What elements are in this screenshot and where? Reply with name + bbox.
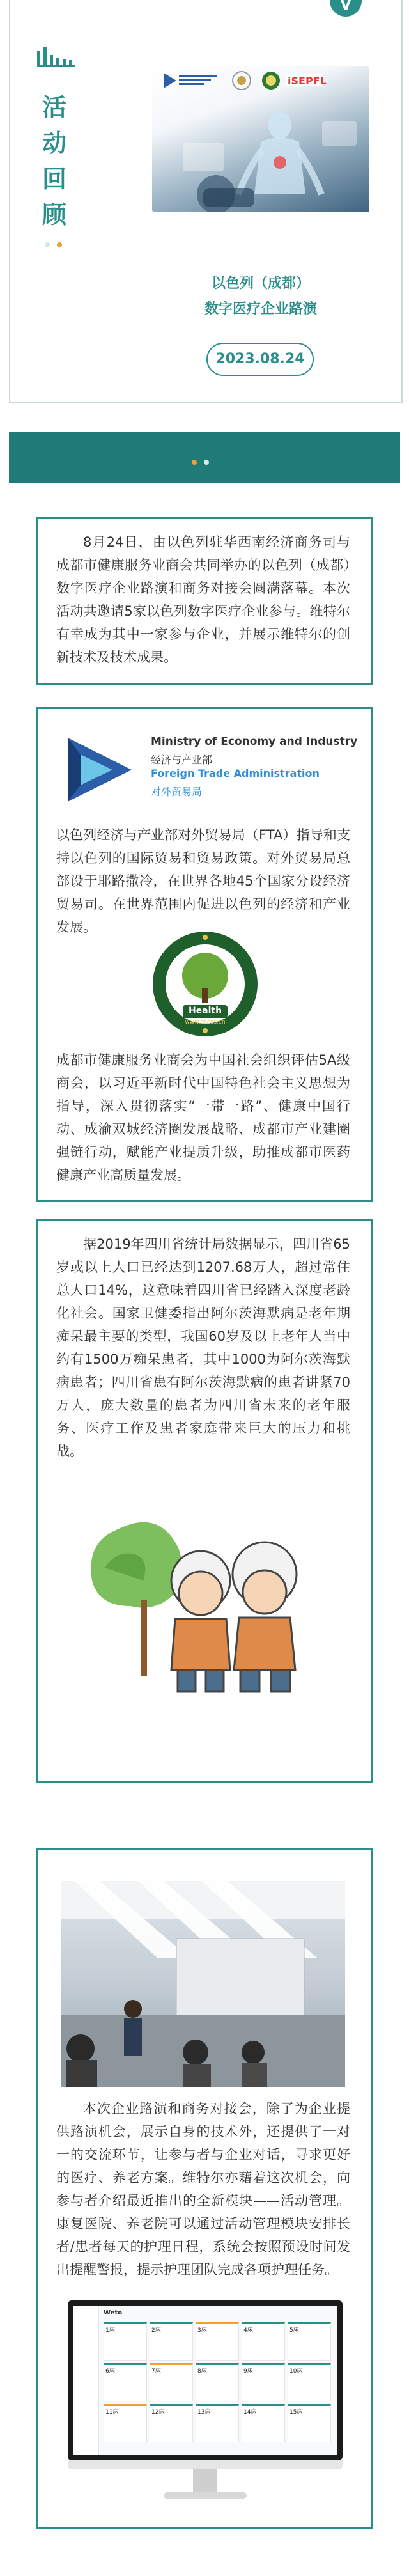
dot <box>57 242 62 247</box>
fta-logo-en1: Ministry of Economy and Industry <box>151 735 358 748</box>
app-sidebar <box>73 2306 99 2455</box>
bed-label: 1床 <box>105 2327 115 2334</box>
bed-card[interactable] <box>288 2363 331 2401</box>
bed-label: 13床 <box>197 2409 211 2416</box>
roadshow-paragraph: 本次企业路演和商务对接会，除了为企业提供路演机会，展示自身的技术外，还提供了一对一的交流环节，让参与者与企业对话，寻求更好的医疗、养老方案。维特尔亦藉着这次机会，向参与者介绍最近推出的全新模块——活动管理。康复医院、养老院可以通过活动管理模块安排长者/患者每天的护理日程，系统会按照预设时间发出提醒警报，提示护理团队完成各项护理任务。 <box>56 2101 350 2277</box>
bed-label: 10床 <box>289 2368 303 2375</box>
bed-card[interactable] <box>288 2322 331 2361</box>
fta-logo <box>61 722 358 812</box>
dot <box>192 460 197 465</box>
bed-label: 5床 <box>289 2327 299 2334</box>
banner-dots <box>192 455 209 467</box>
bed-label: 9床 <box>243 2368 253 2375</box>
health-logo-text: Health <box>188 1006 222 1016</box>
monitor-stand <box>193 2469 217 2492</box>
app-title: Weto <box>104 2309 123 2316</box>
event-photo <box>61 1881 345 2087</box>
bed-label: 8床 <box>197 2368 207 2375</box>
chamber-paragraph: 成都市健康服务业商会为中国社会组织评估5A级商会，以习近平新时代中国特色社会主义思想为指导，深入贯彻落实“一带一路”、健康中国行动、成渝双城经济圈发展战略、成都市产业建圈强链行动，赋能产业提质升级，助推成都市医药健康产业高质量发展。 <box>56 1052 350 1183</box>
bed-label: 11床 <box>105 2409 119 2416</box>
event-title-line: 数字医疗企业路演 <box>204 301 317 317</box>
title-char: 活 <box>42 93 67 121</box>
event-title-line: 以色列（成都） <box>211 276 310 292</box>
bed-card[interactable] <box>104 2363 147 2401</box>
badge-letter: V <box>340 0 351 13</box>
health-logo <box>151 930 259 1038</box>
monitor-display <box>73 2306 337 2455</box>
monitor-mockup <box>68 2300 343 2505</box>
page-title-vertical <box>42 90 68 233</box>
monitor-chin <box>68 2460 343 2469</box>
fta-paragraph: 以色列经济与产业部对外贸易局（FTA）指导和支持以色列的国际贸易和贸易政策。对外贸易局总部设于耶路撒冷，在世界各地45个国家分设经济贸易司。在世界范围内促进以色列的经济和产业发展。 <box>56 827 350 935</box>
bed-card-grid <box>104 2322 334 2442</box>
title-char: 动 <box>42 129 67 157</box>
bed-card[interactable] <box>196 2404 239 2442</box>
bed-card[interactable] <box>150 2322 193 2361</box>
svg-text:iSEPFL: iSEPFL <box>288 75 327 87</box>
fta-logo-cn2: 对外贸易局 <box>151 786 203 798</box>
bed-card[interactable] <box>288 2404 331 2442</box>
medical-illustration <box>152 66 369 212</box>
health-logo-url: www.hscos.cn <box>185 1019 226 1026</box>
dot <box>45 242 50 247</box>
monitor-screen <box>68 2300 343 2460</box>
header-image <box>152 66 369 212</box>
intro-paragraph: 8月24日，由以色列驻华西南经济商务司与成都市健康服务业商会共同举办的以色列（成都）数字医疗企业路演和商务对接会圆满落幕。本次活动共邀请5家以色列数字医疗企业参与。维特尔有幸成为其中一家参与企业，并展示维特尔的创新技术及技术成果。 <box>56 535 350 665</box>
date-chip: 2023.08.24 <box>206 343 314 376</box>
elderly-couple-illustration <box>79 1485 328 1696</box>
bed-label: 4床 <box>243 2327 253 2334</box>
title-char: 回 <box>42 165 67 193</box>
fta-logo-en2: Foreign Trade Administration <box>151 767 320 779</box>
fta-logo-cn1: 经济与产业部 <box>151 754 213 766</box>
bed-label: 3床 <box>197 2327 207 2334</box>
bed-card[interactable] <box>242 2322 285 2361</box>
dot <box>204 460 209 465</box>
bed-card[interactable] <box>150 2363 193 2401</box>
bed-card[interactable] <box>196 2363 239 2401</box>
bed-card[interactable] <box>150 2404 193 2442</box>
play-triangle-icon <box>61 731 144 808</box>
section-banner <box>9 432 400 483</box>
bed-card[interactable] <box>242 2363 285 2401</box>
event-title <box>152 271 369 322</box>
aging-paragraph: 据2019年四川省统计局数据显示，四川省65岁或以上人口已经达到1207.68万人，超过常住总人口14%，这意味着四川省已经踏入深度老龄化社会。国家卫健委指出阿尔茨海默病是老年期痴呆最主要的类型，我国60岁及以上老年人当中约有1500万痴呆患者，其中1000为阿尔茨海默病患者；四川省患有阿尔茨海默病的患者讲紧70万人，庞大数量的患者为四川省未来的老年服务、医疗工作及患者家庭带来巨大的压力和挑战。 <box>56 1237 350 1459</box>
bed-label: 6床 <box>105 2368 115 2375</box>
title-char: 顾 <box>42 201 67 229</box>
bed-card[interactable] <box>104 2322 147 2361</box>
dots-decoration <box>45 238 62 250</box>
monitor-base <box>164 2492 247 2499</box>
bed-label: 7床 <box>151 2368 161 2375</box>
bed-card[interactable] <box>104 2404 147 2442</box>
bed-card[interactable] <box>196 2322 239 2361</box>
bed-label: 14床 <box>243 2409 257 2416</box>
bars-icon <box>37 46 78 68</box>
bed-label: 2床 <box>151 2327 161 2334</box>
bed-label: 15床 <box>289 2409 303 2416</box>
bed-label: 12床 <box>151 2409 165 2416</box>
bed-card[interactable] <box>242 2404 285 2442</box>
